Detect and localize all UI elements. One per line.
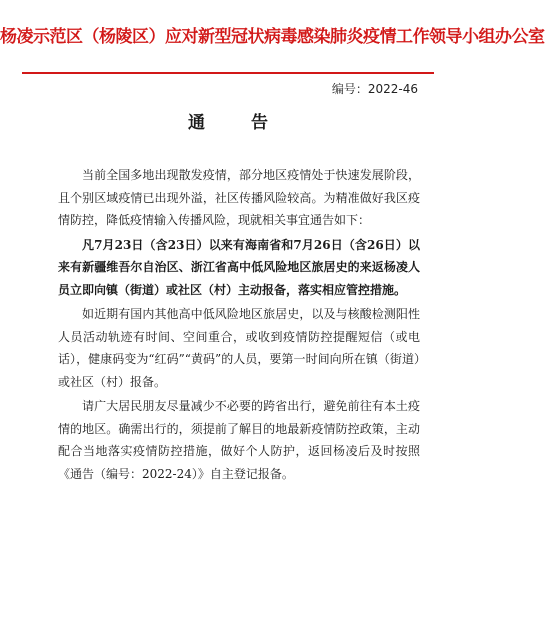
paragraph-report: 如近期有国内其他高中低风险地区旅居史，以及与核酸检测阳性人员活动轨迹有时间、空间重合，或收到疫情防控提醒短信（或电话），健康码变为“红码”“黄码”的人员，要第一时间向所在镇（街道）或社区（村）报备。 bbox=[58, 307, 420, 389]
paragraph-requirement: 凡7月23日（含23日）以来有海南省和7月26日（含26日）以来有新疆维吾尔自治区、浙江省高中低风险地区旅居史的来返杨凌人员立即向镇（街道）或社区（村）主动报备，落实相应管控措施。 bbox=[58, 237, 420, 297]
document-number: 编号：2022-46 bbox=[331, 82, 418, 96]
header-divider bbox=[22, 72, 434, 74]
paragraph-intro: 当前全国多地出现散发疫情，部分地区疫情处于快速发展阶段，且个别区域疫情已出现外溢，社区传播风险较高。为精准做好我区疫情防控，降低疫情输入传播风险，现就相关事宜通告如下： bbox=[58, 168, 420, 227]
paragraph-advice: 请广大居民朋友尽量减少不必要的跨省出行，避免前往有本土疫情的地区。确需出行的，须提前了解目的地最新疫情防控政策，主动配合当地落实疫情防控措施，做好个人防护，返回杨凌后及时按照《通告（编号：2022-24）》自主登记报备。 bbox=[58, 399, 420, 481]
issuer-header: 杨凌示范区（杨陵区）应对新型冠状病毒感染肺炎疫情工作领导小组办公室 bbox=[0, 27, 545, 47]
notice-title: 通 告 bbox=[188, 113, 288, 133]
notice-body bbox=[58, 164, 420, 487]
